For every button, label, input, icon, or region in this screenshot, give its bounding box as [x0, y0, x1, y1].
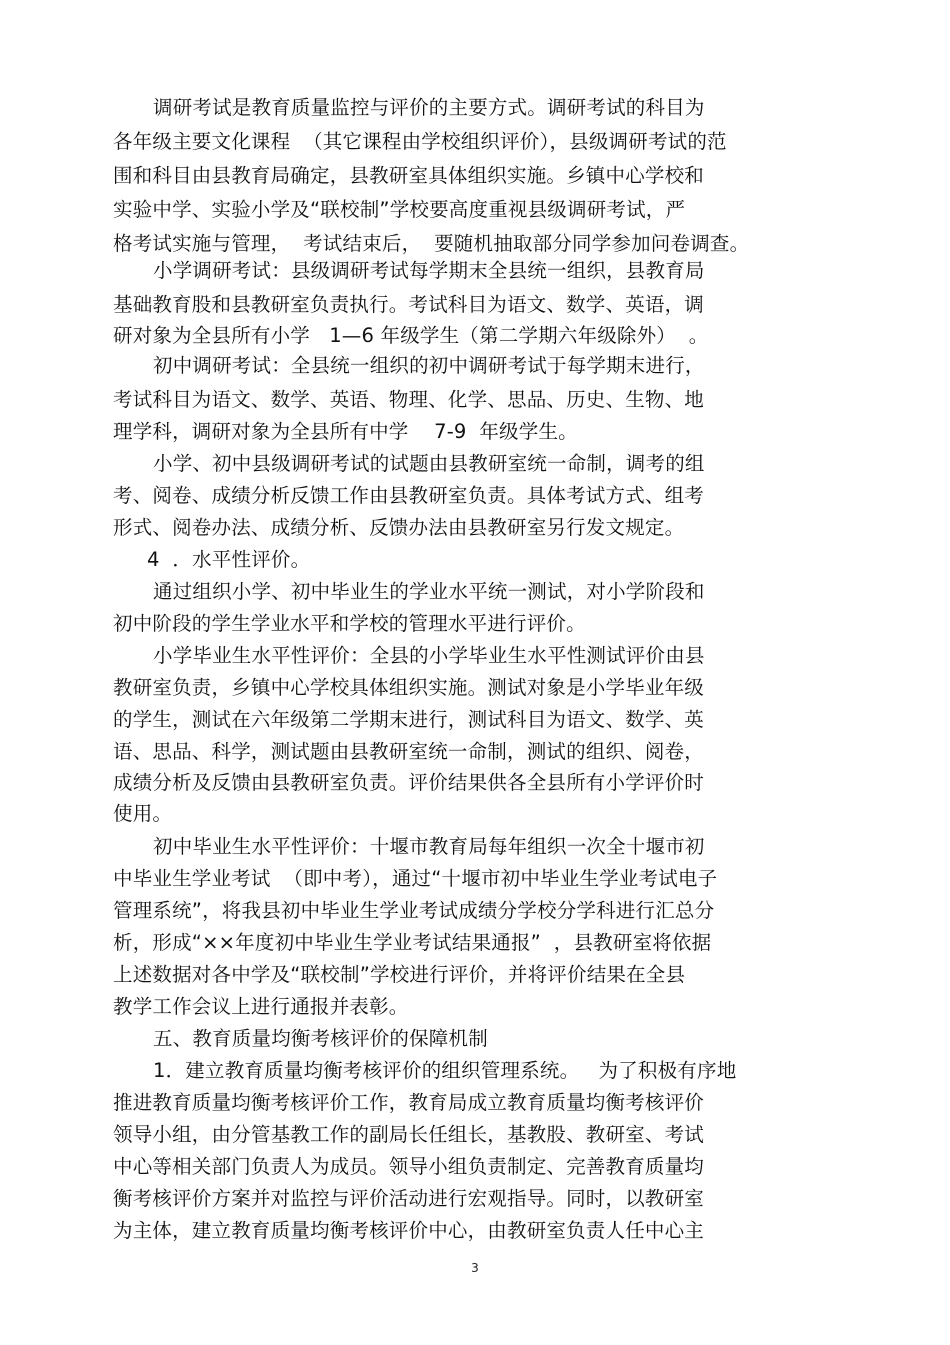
text-line: 成绩分析及反馈由县教研室负责。评价结果供各全县所有小学评价时 — [113, 771, 705, 794]
text-line: 围和科目由县教育局确定，县教研室具体组织实施。乡镇中心学校和 — [113, 164, 705, 187]
page-number: 3 — [471, 1261, 479, 1275]
text-line: 理学科，调研对象为全县所有中学 7-9 年级学生。 — [113, 420, 578, 443]
text-line: 析，形成“××年度初中毕业生学业考试结果通报” ，县教研室将依据 — [113, 931, 712, 954]
text-line: 的学生，测试在六年级第二学期末进行，测试科目为语文、数学、英 — [113, 708, 705, 731]
text-line: 中毕业生学业考试 （即中考），通过“十堰市初中毕业生学业考试电子 — [113, 867, 718, 890]
text-line: 通过组织小学、初中毕业生的学业水平统一测试，对小学阶段和 — [153, 580, 705, 603]
text-line: 考试科目为语文、数学、英语、物理、化学、思品、历史、生物、地 — [113, 388, 705, 411]
text-line: 考、阅卷、成绩分析反馈工作由县教研室负责。具体考试方式、组考 — [113, 484, 705, 507]
text-line: 形式、阅卷办法、成绩分析、反馈办法由县教研室另行发文规定。 — [113, 516, 685, 539]
text-line: 实验中学、实验小学及“联校制”学校要高度重视县级调研考试，严 — [113, 198, 686, 221]
text-line: 初中调研考试：全县统一组织的初中调研考试于每学期末进行， — [153, 354, 705, 377]
text-line: 领导小组，由分管基教工作的副局长任组长，基教股、教研室、考试 — [113, 1123, 705, 1146]
text-line: 教研室负责，乡镇中心学校具体组织实施。测试对象是小学毕业年级 — [113, 676, 705, 699]
text-line: 小学、初中县级调研考试的试题由县教研室统一命制，调考的组 — [153, 452, 705, 475]
text-line: 初中毕业生水平性评价：十堰市教育局每年组织一次全十堰市初 — [153, 835, 705, 858]
text-line: 推进教育质量均衡考核评价工作，教育局成立教育质量均衡考核评价 — [113, 1091, 705, 1114]
text-line: 格考试实施与管理， 考试结束后， 要随机抽取部分同学参加问卷调查。 — [113, 232, 750, 255]
text-line: 小学调研考试：县级调研考试每学期末全县统一组织，县教育局 — [153, 259, 705, 282]
text-line: 上述数据对各中学及“联校制”学校进行评价，并将评价结果在全县 — [113, 963, 686, 986]
text-line: 基础教育股和县教研室负责执行。考试科目为语文、数学、英语，调 — [113, 293, 705, 316]
text-line: 使用。 — [113, 802, 173, 825]
text-line: 语、思品、科学，测试题由县教研室统一命制，测试的组织、阅卷， — [113, 740, 705, 763]
text-line: 管理系统”，将我县初中毕业生学业考试成绩分学校分学科进行汇总分 — [113, 899, 715, 922]
text-line: 衡考核评价方案并对监控与评价活动进行宏观指导。同时，以教研室 — [113, 1187, 705, 1210]
text-line: 中心等相关部门负责人为成员。领导小组负责制定、完善教育质量均 — [113, 1155, 705, 1178]
text-line: 教学工作会议上进行通报并表彰。 — [113, 995, 409, 1018]
text-line: 小学毕业生水平性评价：全县的小学毕业生水平性测试评价由县 — [153, 644, 705, 667]
text-line: 各年级主要文化课程 （其它课程由学校组织评价），县级调研考试的范 — [113, 130, 727, 153]
text-line: 研对象为全县所有小学 1—6 年级学生（第二学期六年级除外） 。 — [113, 324, 709, 347]
section-heading: 4 ．水平性评价。 — [147, 548, 311, 571]
text-line: 为主体，建立教育质量均衡考核评价中心，由教研室负责人任中心主 — [113, 1219, 705, 1242]
text-line: 初中阶段的学生学业水平和学校的管理水平进行评价。 — [113, 612, 586, 635]
text-line: 调研考试是教育质量监控与评价的主要方式。调研考试的科目为 — [153, 96, 705, 119]
section-heading: 五、教育质量均衡考核评价的保障机制 — [153, 1027, 488, 1050]
text-line: 1．建立教育质量均衡考核评价的组织管理系统。 为了积极有序地 — [153, 1059, 737, 1082]
